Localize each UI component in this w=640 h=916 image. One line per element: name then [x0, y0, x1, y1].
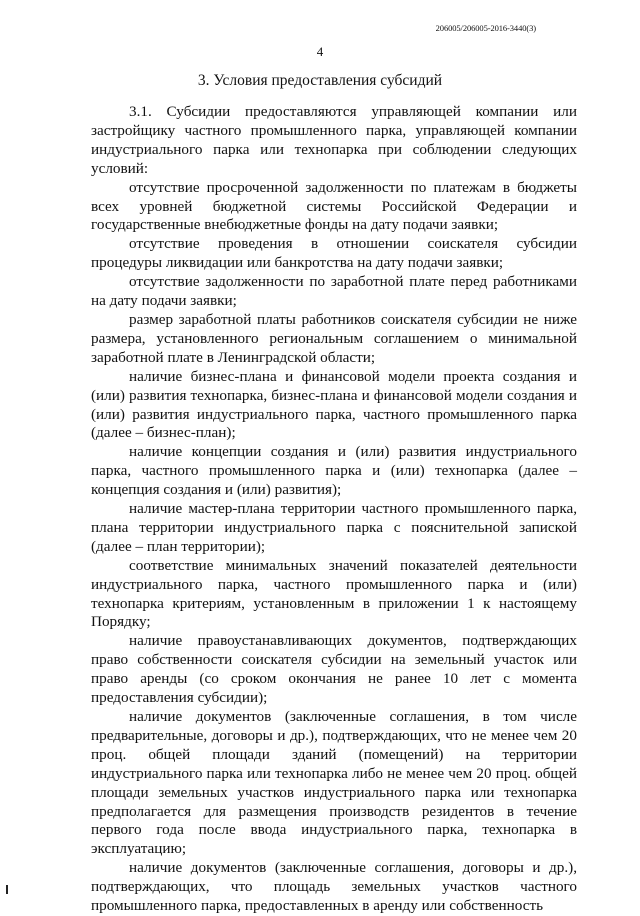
paragraph: наличие правоустанавливающих документов, подтверждающих право собственности соискателя субсидии на земельный участок или право аренды (со сроком окончания не ранее 10 лет с момента предоставления субсидии);: [91, 632, 577, 707]
page-number: 4: [316, 44, 324, 59]
paragraph: отсутствие просроченной задолженности по платежам в бюджеты всех уровней бюджетной системы Российской Федерации и государственные внебюджетные фонды на дату подачи заявки;: [91, 178, 577, 234]
paragraph: наличие концепции создания и (или) развития индустриального парка, частного промышленного парка и (или) технопарка (далее – концепция создания и (или) развития);: [91, 443, 577, 499]
paragraph: наличие документов (заключенные соглашения, договоры и др.), подтверждающих, что площадь земельных участков частного промышленного парка, предоставленных в аренду или собственность: [91, 859, 577, 915]
scan-mark: [6, 885, 8, 894]
paragraph: отсутствие задолженности по заработной плате перед работниками на дату подачи заявки;: [91, 273, 577, 310]
paragraph: наличие документов (заключенные соглашения, в том числе предварительные, договоры и др.), подтверждающих, что не менее чем 20 проц. общей площади зданий (помещений) на территории индустриального парка или технопарка либо не менее чем 20 проц. общей площади земельных участков индустриального парка или технопарка предполагается для размещения производств резидентов в течение первого года после ввода индустриального парка, технопарка в эксплуатацию;: [91, 708, 577, 858]
paragraph: отсутствие проведения в отношении соискателя субсидии процедуры ликвидации или банкротства на дату подачи заявки;: [91, 235, 577, 272]
body-text: [91, 103, 577, 916]
paragraph: 3.1. Субсидии предоставляются управляющей компании или застройщику частного промышленного парка, управляющей компании индустриального парка или технопарка при соблюдении следующих условий:: [91, 103, 577, 177]
section-title: 3. Условия предоставления субсидий: [197, 72, 443, 89]
paragraph: наличие мастер-плана территории частного промышленного парка, плана территории индустриального парка с пояснительной запиской (далее – план территории);: [91, 500, 577, 555]
document-id: 206005/206005-2016-3440(3): [435, 23, 536, 33]
paragraph: размер заработной платы работников соискателя субсидии не ниже размера, установленного региональным соглашением о минимальной заработной плате в Ленинградской области;: [91, 310, 577, 366]
paragraph: наличие бизнес-плана и финансовой модели проекта создания и (или) развития технопарка, бизнес-плана и финансовой модели создания и (или) развития индустриального парка, частного промышленного парка (далее – бизнес-план);: [91, 367, 577, 442]
paragraph: соответствие минимальных значений показателей деятельности индустриального парка, частного промышленного парка и (или) технопарка критериям, установленным в приложении 1 к настоящему Порядку;: [91, 556, 577, 631]
